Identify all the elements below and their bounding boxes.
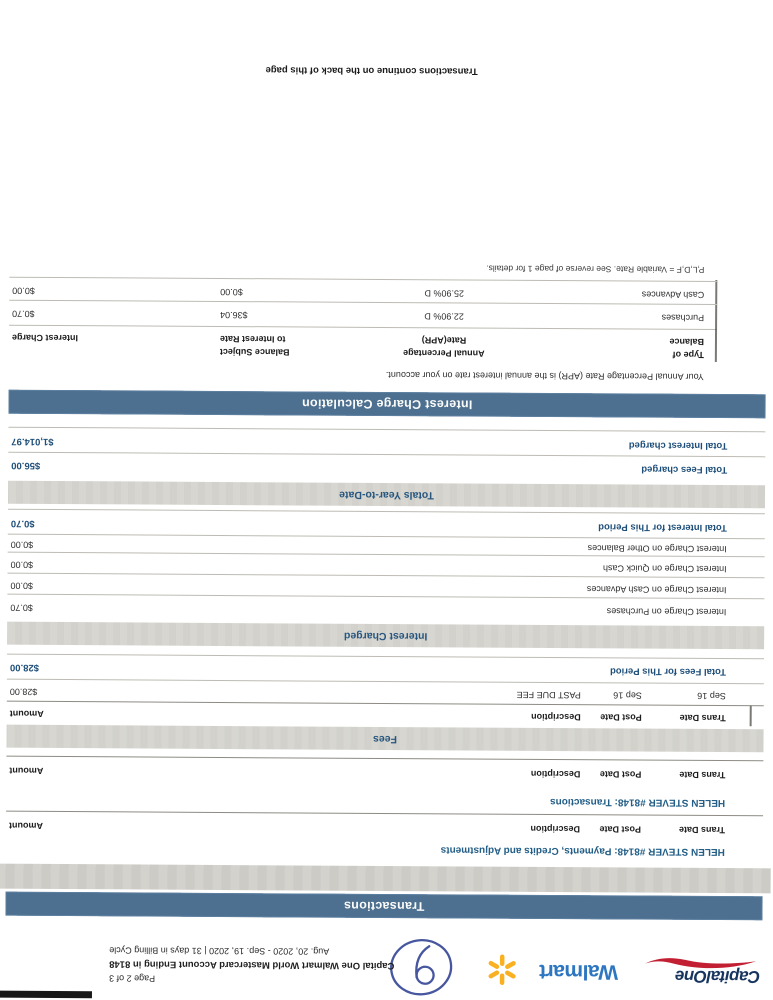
capital-one-logo-text-capital: Capital [706,966,761,987]
purchases-section-heading: HELEN STEVER #8148: Transactions [550,796,726,809]
divider [8,427,765,433]
variable-rate-footnote: P,L,D,F = Variable Rate. See reverse of page 1 for details. [486,263,705,275]
divider [9,325,717,330]
fee-description: PAST DUE FEE [516,689,581,701]
calc-col-type [669,335,704,361]
totals-ytd-section-bar [8,481,765,509]
purchases-column-header-row [6,762,763,781]
ytd-interest-amount: $1,014.97 [11,435,54,447]
fee-post-date: Sep 16 [613,690,642,701]
payments-column-header-row [6,817,763,836]
purchases-col-amount: Amount [9,765,44,776]
page-indicator: Page 2 of 3 [109,973,156,984]
purchases-col-post-date: Post Date [599,769,642,780]
divider [6,756,763,762]
fees-total-amount: $28.00 [9,661,40,673]
interest-row-label: Interest Charge on Quick Cash [602,563,727,575]
calc-col-type-line1: Type of [672,349,704,360]
fees-total-row [7,659,764,678]
fees-col-amount: Amount [9,708,44,719]
ytd-interest-row [8,433,765,452]
fees-section-title: Fees [373,732,398,746]
interest-charged-section-bar [7,622,764,650]
transactions-section-title: Transactions [343,898,425,914]
payments-col-post-date: Post Date [599,824,642,835]
calc-col-type-line2: Balance [669,336,705,347]
fees-section-bar [6,725,763,753]
interest-row-label: Interest Charge on Purchases [606,606,727,618]
fee-table-row [7,683,764,702]
scan-shade-band [0,864,771,894]
transactions-section-bar [5,892,762,921]
calc-table-row [9,305,766,324]
interest-charged-row [8,556,765,575]
interest-total-amount: $0.70 [10,517,35,529]
interest-row-label: Interest Charge on Cash Advances [586,584,727,596]
interest-charged-row [7,599,764,618]
divider [8,509,765,515]
calc-row-interest-charge: $0.70 [12,308,35,319]
purchases-col-description: Description [530,768,581,780]
interest-calc-section-bar [9,390,766,419]
payments-col-amount: Amount [8,820,44,831]
interest-total-label: Total Interest for This Period [598,521,727,534]
continuation-note: Transactions continue on the back of this page [265,64,478,77]
ytd-fees-row [8,457,765,476]
fees-total-label: Total Fees for This Period [609,665,726,678]
payments-section-heading: HELEN STEVER #8148: Payments, Credits and Adjustments [440,844,725,858]
ytd-interest-label: Total Interest charged [628,439,728,452]
interest-row-amount: $0.70 [10,602,33,613]
fee-trans-date: Sep 16 [697,690,726,702]
totals-ytd-section-title: Totals Year-to-Date [339,488,434,502]
interest-calc-section-title: Interest Charge Calculation [301,396,473,412]
interest-row-amount: $0.00 [10,559,34,570]
calc-row-apr: 25.90% D [424,288,465,299]
payments-col-description: Description [530,823,581,835]
calc-row-type: Purchases [661,312,705,323]
capital-one-logo-text-one: One [675,966,707,986]
payments-col-trans-date: Trans Date [678,824,726,836]
interest-charged-row [7,577,764,596]
calc-row-apr: 22.90% D [424,311,464,322]
calc-col-subject [220,332,290,358]
calc-col-subject-line2: to Interest Rate [219,333,286,345]
interest-row-amount: $0.00 [10,580,34,591]
fee-amount: $28.00 [9,686,38,697]
ytd-fees-label: Total Fees charged [641,463,728,476]
calc-col-apr-line2: Rate(APR) [421,335,467,346]
divider [9,300,717,305]
calc-row-type: Cash Advances [641,289,705,300]
calc-col-subject-line1: Balance Subject [219,346,290,358]
billing-cycle: Aug. 20, 2020 - Sep. 19, 2020 | 31 days in Billing Cycle [109,945,330,957]
fees-col-post-date: Post Date [600,712,642,723]
interest-row-label: Interest Charge on Other Balances [587,543,727,555]
account-title: Capital One Walmart World Mastercard Account Ending in 8148 [109,958,395,972]
fees-col-description: Description [531,711,581,723]
walmart-logo-text: Walmart [539,959,619,984]
fees-column-header-row [7,705,764,724]
calc-col-apr-line1: Annual Percentage [403,348,485,359]
interest-total-row [8,515,765,534]
ytd-fees-amount: $56.00 [11,459,41,471]
calc-row-interest-charge: $0.00 [12,285,35,296]
calc-table-row [9,282,766,301]
calc-row-balance-subject: $36.04 [220,309,248,321]
divider [6,811,763,817]
interest-row-amount: $0.00 [10,539,34,550]
calc-col-apr [364,333,524,360]
interest-charged-section-title: Interest Charged [343,629,428,643]
calc-col-charge: Interest Charge [11,332,79,344]
purchases-col-trans-date: Trans Date [679,769,726,781]
calc-row-balance-subject: $0.00 [220,286,243,298]
fees-col-trans-date: Trans Date [679,712,726,724]
divider [9,277,717,282]
apr-intro-text: Your Annual Percentage Rate (APR) is the annual interest rate on your account. [385,369,704,382]
